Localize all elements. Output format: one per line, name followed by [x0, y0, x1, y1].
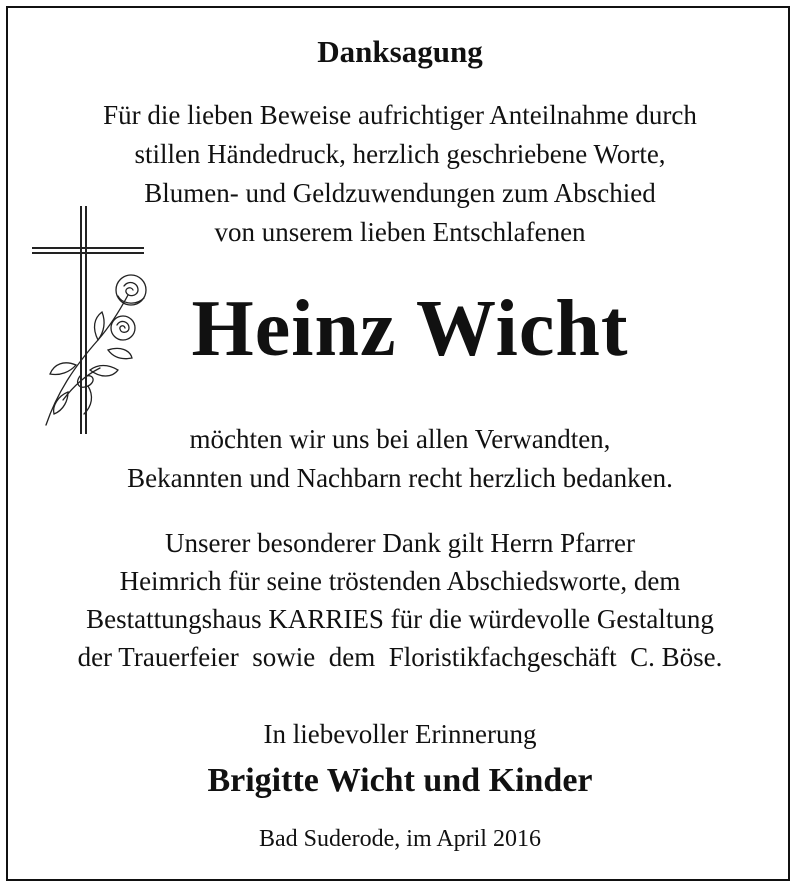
- intro-line: von unserem lieben Entschlafenen: [214, 217, 586, 247]
- notice-heading: Danksagung: [317, 34, 483, 69]
- special-thanks-line: Heimrich für seine tröstenden Abschiedsworte, dem: [119, 566, 681, 596]
- special-thanks-line: Bestattungshaus KARRIES für die würdevolle Gestaltung: [86, 604, 714, 634]
- intro-line: stillen Händedruck, herzlich geschriebene Worte,: [134, 139, 666, 169]
- special-thanks-line: Unserer besonderer Dank gilt Herrn Pfarrer: [164, 528, 636, 558]
- intro-line: Blumen- und Geldzuwendungen zum Abschied: [144, 178, 656, 208]
- intro-line: Für die lieben Beweise aufrichtiger Anteilnahme durch: [103, 100, 697, 130]
- thanks-paragraph: [0, 420, 800, 498]
- special-thanks-line: der Trauerfeier sowie dem Floristikfachgeschäft C. Böse.: [77, 642, 723, 672]
- memory-line: In liebevoller Erinnerung: [263, 719, 537, 749]
- deceased-name: Heinz Wicht: [191, 285, 629, 373]
- family-signature: Brigitte Wicht und Kinder: [207, 762, 593, 799]
- thanks-line: möchten wir uns bei allen Verwandten,: [189, 424, 611, 454]
- place-date: Bad Suderode, im April 2016: [259, 826, 541, 852]
- special-thanks-paragraph: [0, 524, 800, 676]
- thanks-line: Bekannten und Nachbarn recht herzlich bedanken.: [127, 463, 673, 493]
